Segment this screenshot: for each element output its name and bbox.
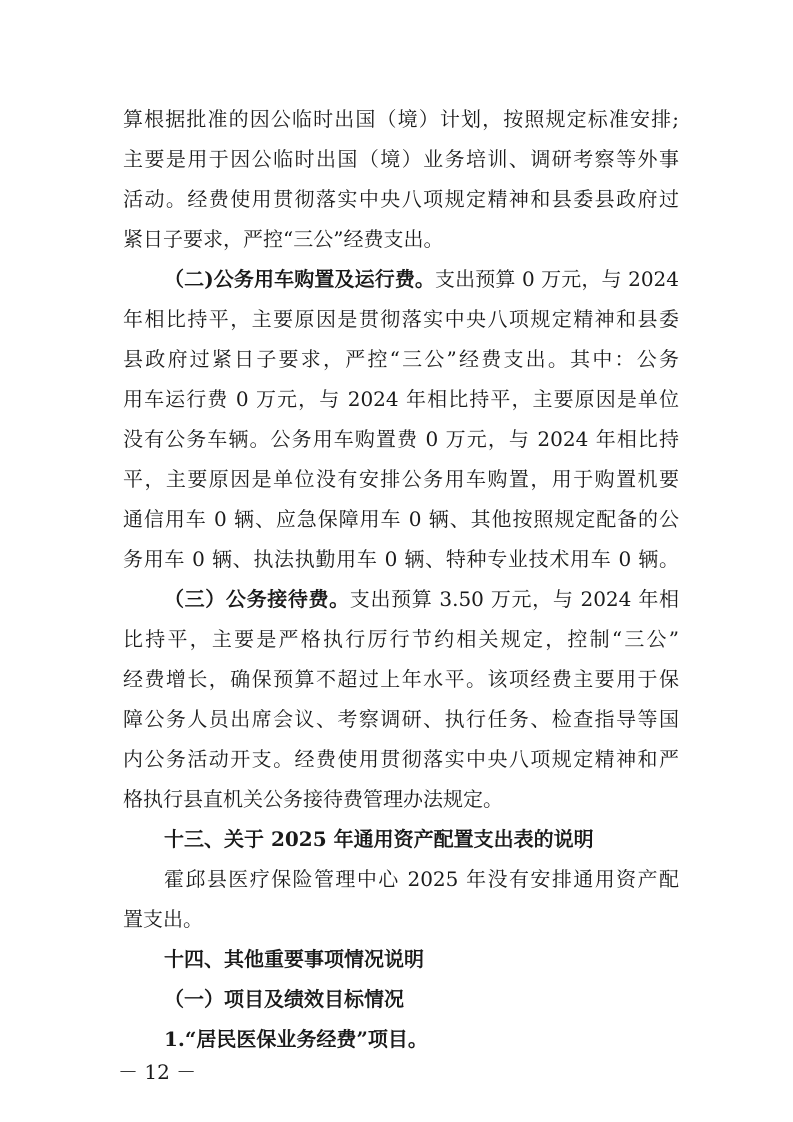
paragraph-line: 平，主要原因是单位没有安排公务用车购置，用于购置机要 xyxy=(123,467,679,491)
paragraph-line: 紧日子要求，严控“三公”经费支出。 xyxy=(123,227,444,251)
section-2-heading: （二)公务用车购置及运行费。 xyxy=(164,267,436,291)
paragraph-line: 活动。经费使用贯彻落实中央八项规定精神和县委县政府过 xyxy=(123,187,679,211)
paragraph-line: 年相比持平，主要原因是贯彻落实中央八项规定精神和县委 xyxy=(123,307,679,331)
paragraph-line: 障公务人员出席会议、考察调研、执行任务、检查指导等国 xyxy=(123,707,679,731)
section-2-first-line xyxy=(164,264,679,298)
paragraph-line: 县政府过紧日子要求，严控“三公”经费支出。其中：公务 xyxy=(123,347,679,371)
paragraph-line: 务用车 0 辆、执法执勤用车 0 辆、特种专业技术用车 0 辆。 xyxy=(123,547,679,571)
paragraph-line: 比持平，主要是严格执行厉行节约相关规定，控制“三公” xyxy=(123,627,679,651)
paragraph-line: 格执行县直机关公务接待费管理办法规定。 xyxy=(123,787,503,811)
section-2-first-line-text: 支出预算 0 万元，与 2024 xyxy=(435,267,679,291)
paragraph-line: 算根据批准的因公临时出国（境）计划，按照规定标准安排; xyxy=(123,107,679,131)
paragraph-line: 经费增长，确保预算不超过上年水平。该项经费主要用于保 xyxy=(123,667,679,691)
section-14-subheading: （一）项目及绩效目标情况 xyxy=(164,987,404,1011)
paragraph-line: 没有公务车辆。公务用车购置费 0 万元，与 2024 年相比持 xyxy=(123,427,679,451)
section-3-first-line xyxy=(164,584,679,618)
section-14-heading: 十四、其他重要事项情况说明 xyxy=(164,947,424,971)
section-13-heading: 十三、关于 2025 年通用资产配置支出表的说明 xyxy=(164,827,594,851)
section-3-heading: （三）公务接待费。 xyxy=(164,587,350,611)
page-number: － 12 － xyxy=(118,1060,197,1084)
paragraph-line: 主要是用于因公临时出国（境）业务培训、调研考察等外事 xyxy=(123,147,679,171)
paragraph-line: 通信用车 0 辆、应急保障用车 0 辆、其他按照规定配备的公 xyxy=(123,507,679,531)
section-3-first-line-text: 支出预算 3.50 万元，与 2024 年相 xyxy=(349,587,680,611)
paragraph-line: 用车运行费 0 万元，与 2024 年相比持平，主要原因是单位 xyxy=(123,387,679,411)
section-14-item-1: 1.“居民医保业务经费”项目。 xyxy=(164,1027,428,1051)
paragraph-line: 置支出。 xyxy=(123,907,203,931)
paragraph-line: 霍邱县医疗保险管理中心 2025 年没有安排通用资产配 xyxy=(164,867,679,891)
paragraph-line: 内公务活动开支。经费使用贯彻落实中央八项规定精神和严 xyxy=(123,747,679,771)
